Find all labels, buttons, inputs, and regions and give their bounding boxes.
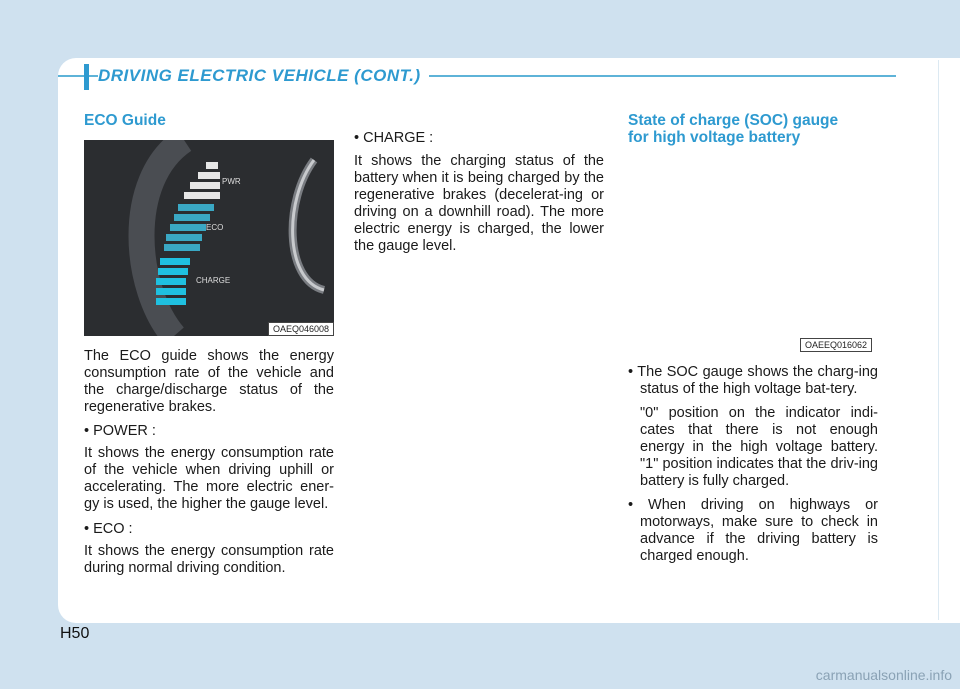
power-description: It shows the energy consumption rate of the vehicle when driving uphill or accelerating. The more electric ener-gy is used, the higher the gauge level.	[84, 445, 334, 512]
gauge-label-pwr: PWR	[222, 177, 241, 186]
soc-heading-line2: for high voltage battery	[628, 129, 801, 146]
page-edge-divider	[938, 60, 939, 620]
gauge-label-charge: CHARGE	[196, 276, 231, 285]
pwr-segments	[184, 162, 220, 199]
eco-guide-figure	[84, 140, 334, 336]
eco-guide-heading: ECO Guide	[84, 112, 166, 129]
page-number: H50	[60, 625, 90, 642]
eco-description: It shows the energy consumption rate during normal driving condition.	[84, 543, 334, 576]
site-watermark[interactable]: carmanualsonline.info	[815, 667, 952, 683]
soc-gauge-heading	[628, 112, 888, 146]
power-label: • POWER :	[84, 423, 156, 439]
soc-figure-code-label: OAEEQ016062	[800, 338, 872, 352]
soc-bullet-1: • The SOC gauge shows the charg-ing status of the high voltage bat-tery.	[628, 364, 878, 397]
figure-code-label: OAEQ046008	[268, 322, 334, 336]
soc-body	[628, 364, 878, 565]
charge-label: • CHARGE :	[354, 130, 434, 146]
gauge-label-eco: ECO	[206, 223, 224, 232]
charge-description: It shows the charging status of the battery when it is being charged by the regenerative brakes (decelerat-ing or driving on a downhill road). The more electric energy is charged, the lower the gauge level.	[354, 153, 604, 254]
eco-guide-body	[84, 348, 334, 577]
soc-bullet-1-continued: "0" position on the indicator indi-cates that there is not enough energy in the high voltage battery. "1" position indicates that the driv-ing battery is fully charged.	[640, 405, 878, 489]
eco-gauge-illustration	[84, 140, 334, 336]
eco-label: • ECO :	[84, 521, 133, 537]
charge-section	[354, 130, 604, 255]
section-header-title: DRIVING ELECTRIC VEHICLE (CONT.)	[98, 64, 429, 88]
soc-heading-line1: State of charge (SOC) gauge	[628, 112, 839, 129]
soc-bullet-2: • When driving on highways or motorways, make sure to check in advance if the driving battery is charged enough.	[628, 497, 878, 564]
eco-guide-intro: The ECO guide shows the energy consumption rate of the vehicle and the charge/discharge status of the regenerative brakes.	[84, 348, 334, 415]
header-accent-bar	[84, 64, 89, 90]
